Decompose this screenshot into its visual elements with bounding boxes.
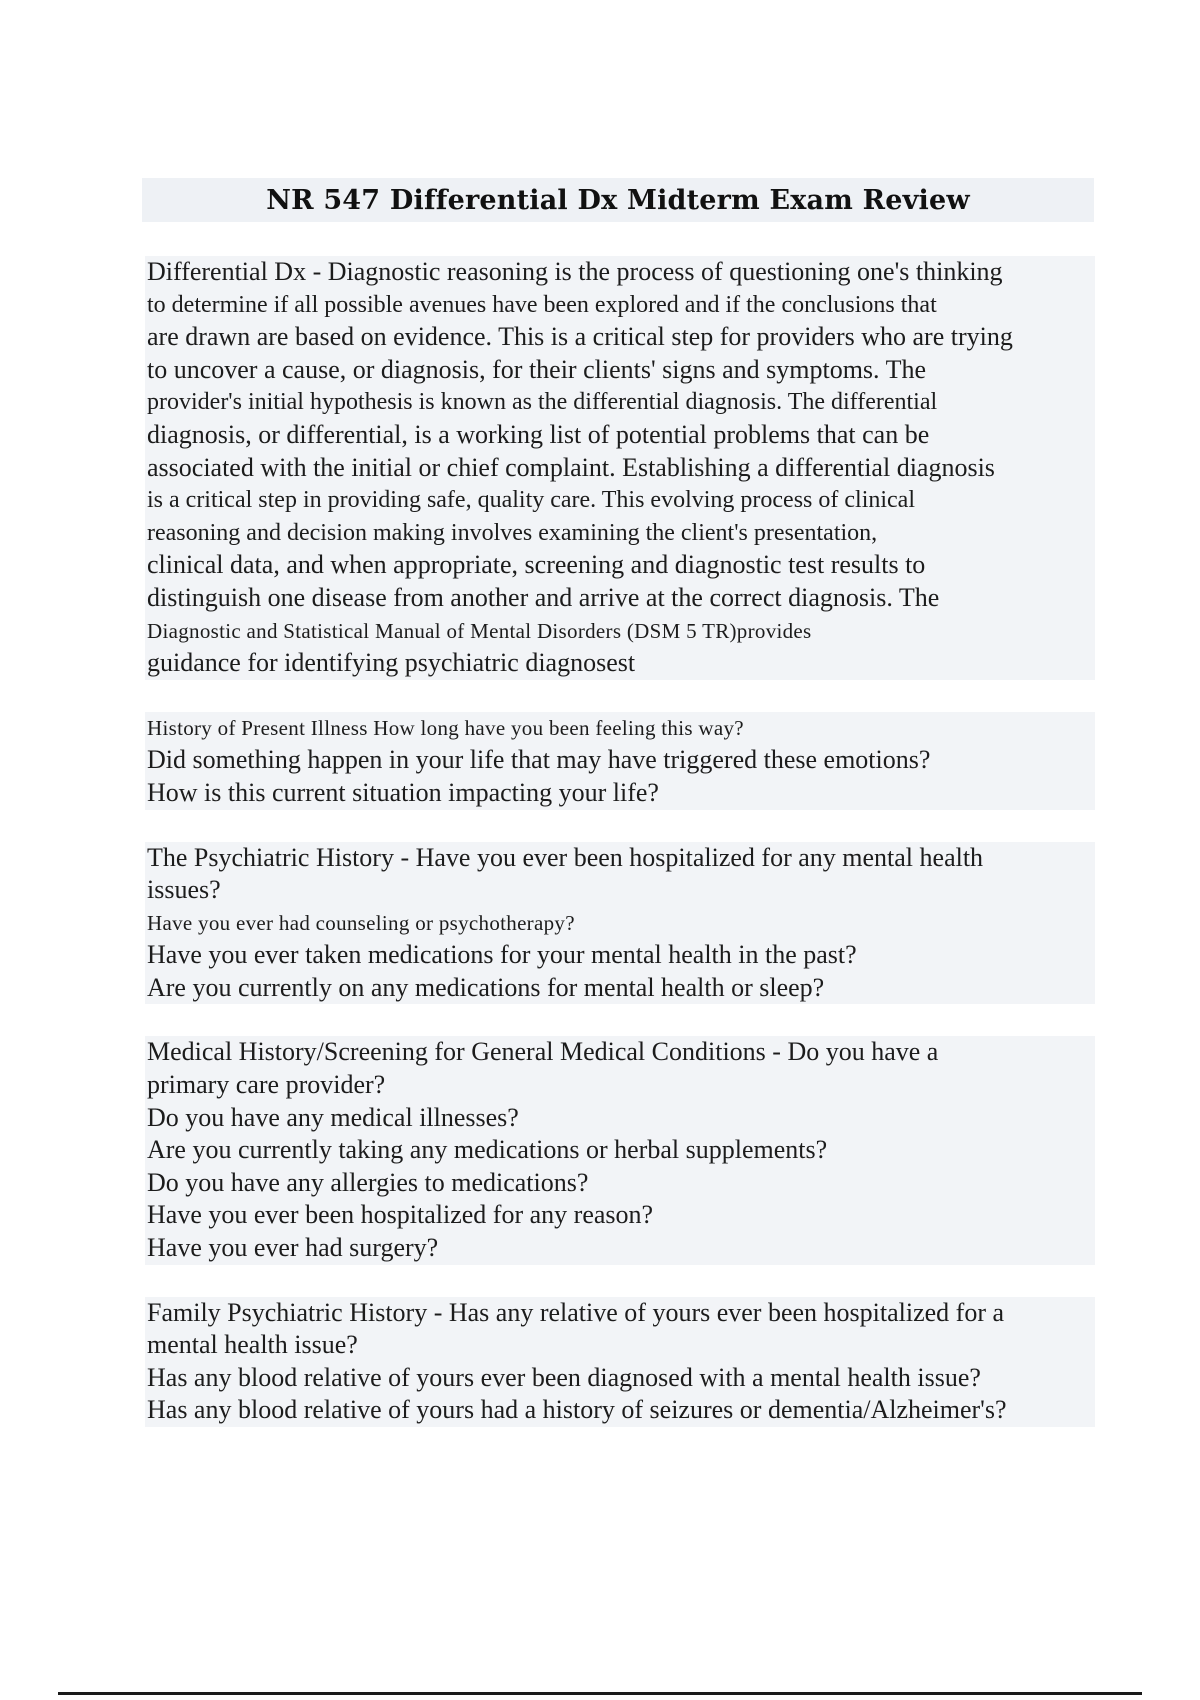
text-line: diagnosis, or differential, is a working list of potential problems that can be bbox=[147, 419, 930, 449]
title-band bbox=[142, 178, 1094, 222]
text-line: provider's initial hypothesis is known as the differential diagnosis. The differential bbox=[147, 389, 938, 416]
text-line: is a critical step in providing safe, quality care. This evolving process of clinical bbox=[147, 487, 915, 514]
text-line: History of Present Illness How long have you been feeling this way? bbox=[147, 715, 744, 740]
text-line: distinguish one disease from another and arrive at the correct diagnosis. The bbox=[147, 582, 940, 612]
section-psychiatric-history bbox=[145, 842, 1095, 1005]
text-line: Medical History/Screening for General Medical Conditions - Do you have a bbox=[147, 1037, 939, 1067]
document-title: NR 547 Differential Dx Midterm Exam Review bbox=[266, 184, 970, 216]
text-line: Has any blood relative of yours had a history of seizures or dementia/Alzheimer's? bbox=[147, 1395, 1007, 1425]
footer-divider bbox=[58, 1692, 1142, 1695]
section-differential-dx bbox=[145, 256, 1095, 680]
document-body bbox=[145, 256, 1095, 1427]
text-line: Are you currently taking any medications or herbal supplements? bbox=[147, 1135, 828, 1165]
text-line: Family Psychiatric History - Has any relative of yours ever been hospitalized for a bbox=[147, 1297, 1005, 1327]
text-line: are drawn are based on evidence. This is a critical step for providers who are trying bbox=[147, 322, 1013, 352]
text-line: The Psychiatric History - Have you ever been hospitalized for any mental health bbox=[147, 842, 984, 872]
text-line: guidance for identifying psychiatric diagnosest bbox=[147, 648, 636, 678]
text-line: reasoning and decision making involves examining the client's presentation, bbox=[147, 519, 878, 546]
text-line: Do you have any allergies to medications? bbox=[147, 1167, 589, 1197]
text-line: Differential Dx - Diagnostic reasoning is the process of questioning one's thinking bbox=[147, 257, 1003, 286]
text-line: Has any blood relative of yours ever been diagnosed with a mental health issue? bbox=[147, 1362, 981, 1392]
text-line: Are you currently on any medications for mental health or sleep? bbox=[147, 972, 825, 1002]
text-line: primary care provider? bbox=[147, 1070, 386, 1100]
section-family-psychiatric-history bbox=[145, 1297, 1095, 1427]
text-line: issues? bbox=[147, 875, 221, 905]
text-line: Have you ever taken medications for your mental health in the past? bbox=[147, 940, 857, 970]
text-line: How is this current situation impacting your life? bbox=[147, 777, 659, 807]
text-line: Have you ever had surgery? bbox=[147, 1233, 439, 1263]
text-line: Did something happen in your life that may have triggered these emotions? bbox=[147, 745, 931, 775]
text-line: to uncover a cause, or diagnosis, for their clients' signs and symptoms. The bbox=[147, 354, 926, 384]
text-line: Do you have any medical illnesses? bbox=[147, 1102, 519, 1132]
text-line: associated with the initial or chief complaint. Establishing a differential diagnosis bbox=[147, 452, 995, 482]
text-line: Diagnostic and Statistical Manual of Mental Disorders (DSM 5 TR)provides bbox=[147, 618, 812, 643]
text-line: clinical data, and when appropriate, screening and diagnostic test results to bbox=[147, 550, 926, 580]
text-line: mental health issue? bbox=[147, 1330, 358, 1360]
text-line: to determine if all possible avenues have been explored and if the conclusions that bbox=[147, 291, 937, 318]
section-medical-history bbox=[145, 1036, 1095, 1264]
text-line: Have you ever been hospitalized for any reason? bbox=[147, 1200, 654, 1230]
text-line: Have you ever had counseling or psychotherapy? bbox=[147, 910, 575, 935]
section-history-present-illness bbox=[145, 712, 1095, 810]
